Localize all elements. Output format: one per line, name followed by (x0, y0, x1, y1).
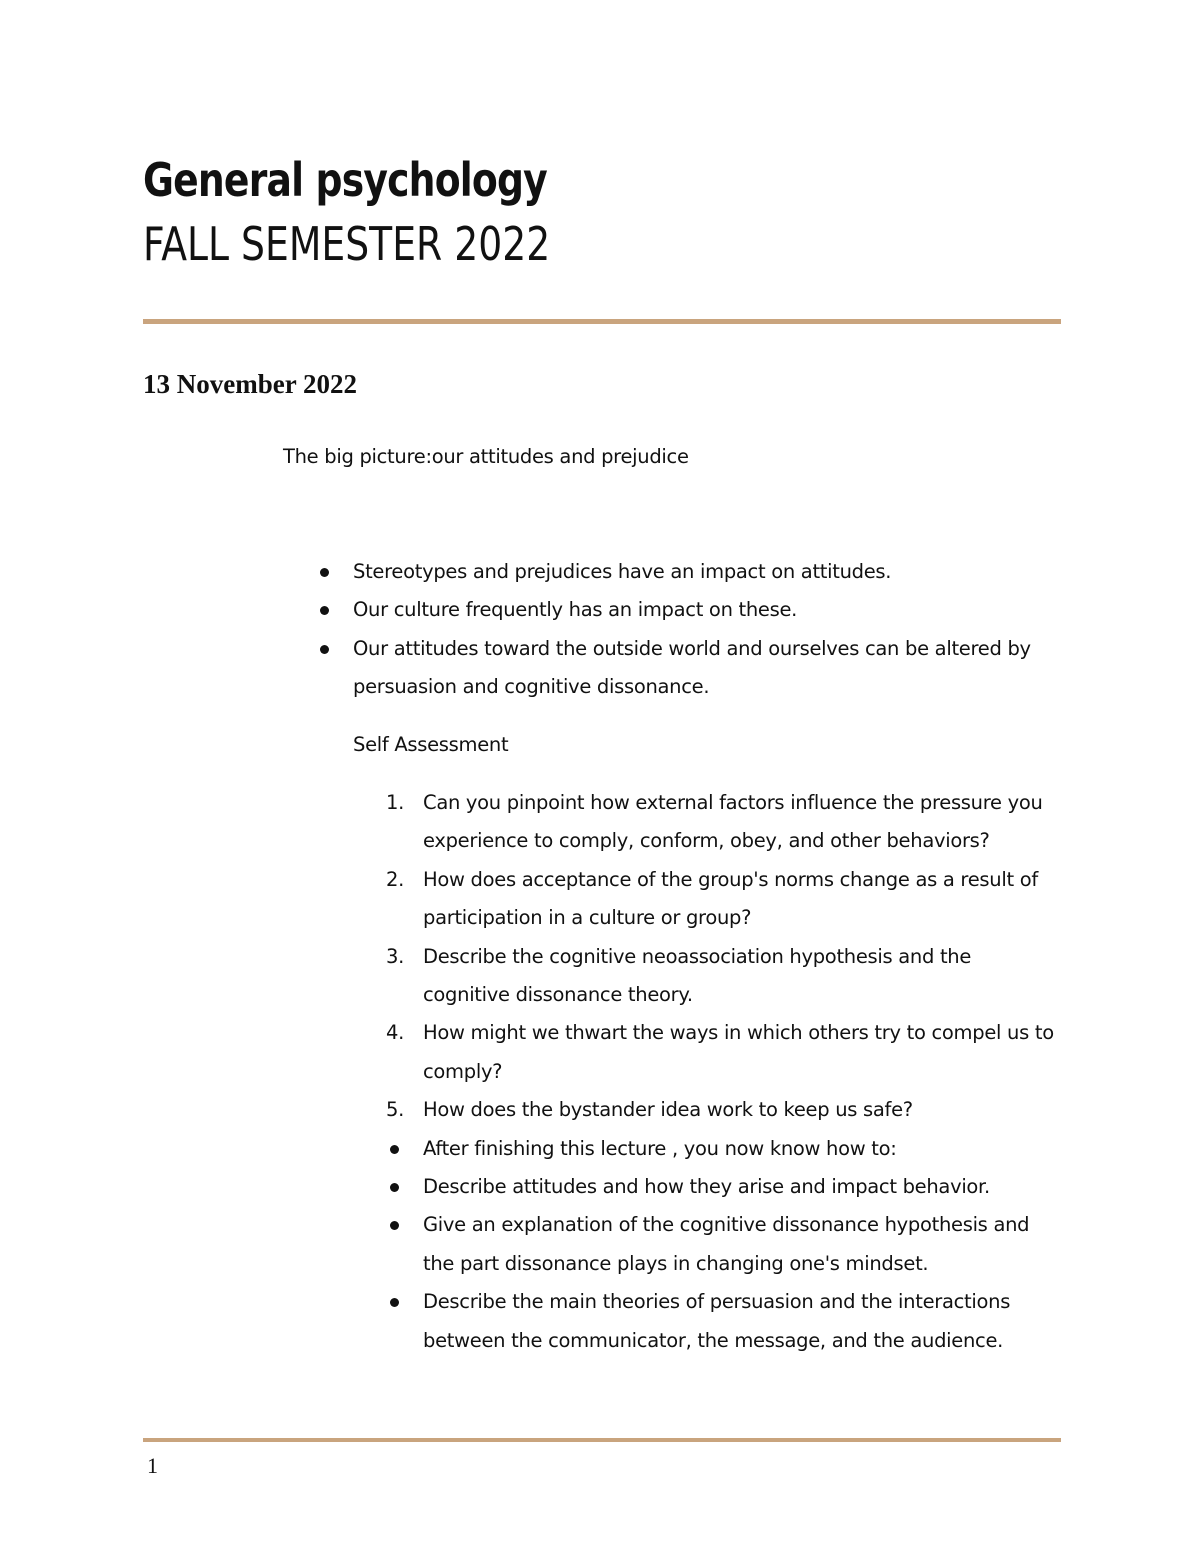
course-title: General psychology (143, 153, 547, 207)
outcome-item (386, 1130, 1056, 1168)
bullet-icon (390, 1183, 399, 1192)
question-text: Can you pinpoint how external factors influence the pressure you experience to comply, conform, obey, and other behaviors? (423, 791, 1043, 853)
question-text: How does the bystander idea work to keep us safe? (423, 1098, 913, 1122)
outcome-text: Give an explanation of the cognitive dissonance hypothesis and the part dissonance plays in changing one's mindset. (423, 1213, 1030, 1275)
bullet-icon (390, 1298, 399, 1307)
question-number: 4. (386, 1021, 405, 1045)
list-item-text: Our attitudes toward the outside world and ourselves can be altered by persuasion and cognitive dissonance. (353, 636, 1031, 699)
key-points-list (320, 553, 1060, 707)
question-item (386, 1014, 1056, 1091)
question-number: 2. (386, 867, 405, 891)
question-number: 5. (386, 1098, 405, 1122)
footer-divider (143, 1438, 1061, 1442)
bullet-icon (390, 1145, 399, 1154)
question-item (386, 938, 1056, 1015)
semester-title: FALL SEMESTER 2022 (143, 217, 551, 271)
outcome-text: Describe attitudes and how they arise and impact behavior. (423, 1175, 990, 1199)
question-item (386, 1091, 1056, 1129)
question-text: How might we thwart the ways in which others try to compel us to comply? (423, 1021, 1054, 1083)
list-item (320, 630, 1060, 707)
list-item (320, 591, 1060, 629)
question-text: How does acceptance of the group's norms change as a result of participation in a culture or group? (423, 867, 1038, 930)
bullet-icon (320, 606, 329, 615)
page-number: 1 (147, 1453, 158, 1478)
self-assessment-heading: Self Assessment (353, 733, 509, 756)
outcome-item (386, 1283, 1056, 1360)
document-title (143, 148, 550, 276)
question-text: Describe the cognitive neoassociation hypothesis and the cognitive dissonance theory. (423, 944, 972, 1007)
question-item (386, 784, 1056, 861)
outcome-item (386, 1168, 1056, 1206)
outcome-item (386, 1206, 1056, 1283)
list-item-text: Our culture frequently has an impact on these. (353, 598, 798, 622)
question-item (386, 861, 1056, 938)
outcome-text: Describe the main theories of persuasion and the interactions between the communicator, the message, and the audience. (423, 1290, 1011, 1352)
bullet-icon (390, 1221, 399, 1230)
bullet-icon (320, 568, 329, 577)
question-number: 3. (386, 944, 405, 968)
self-assessment-list (386, 784, 1056, 1360)
list-item-text: Stereotypes and prejudices have an impact on attitudes. (353, 560, 892, 583)
bullet-icon (320, 645, 329, 654)
lecture-subtitle: The big picture:our attitudes and prejudice (283, 445, 689, 468)
list-item (320, 553, 1060, 591)
outcome-text: After finishing this lecture , you now know how to: (423, 1136, 897, 1160)
date-heading: 13 November 2022 (143, 369, 357, 399)
header-divider (143, 319, 1061, 324)
question-number: 1. (386, 791, 405, 814)
